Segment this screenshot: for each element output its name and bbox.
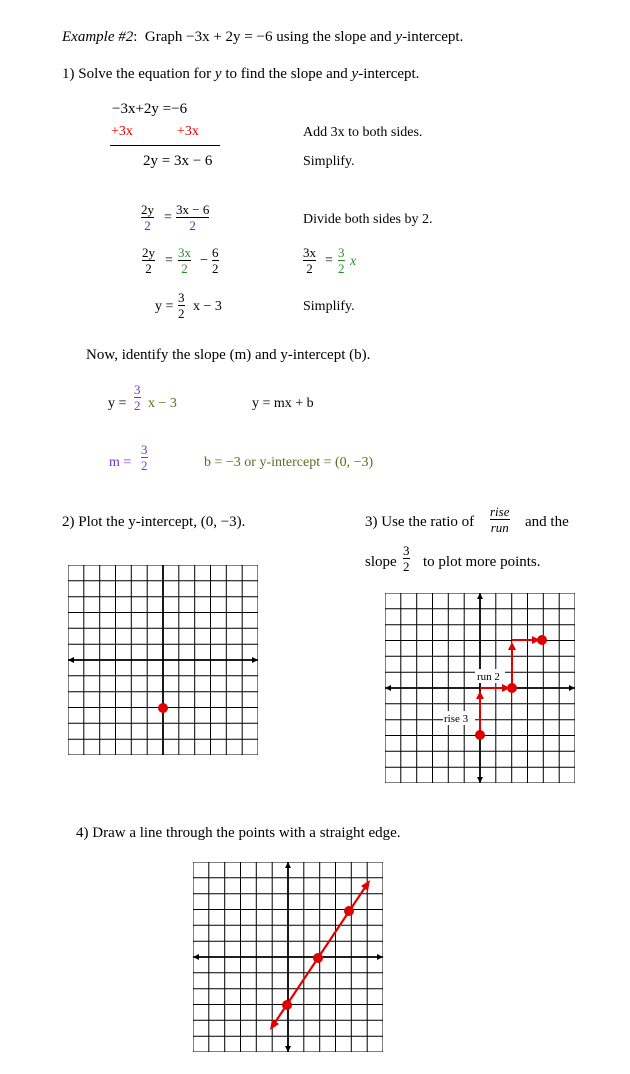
- title-colon: :: [133, 29, 138, 45]
- graph-rise-run: [385, 593, 575, 783]
- minus-sign: −: [200, 253, 208, 268]
- title-y: y: [395, 29, 403, 45]
- step3-heading-post: and the: [525, 514, 569, 530]
- frac-den: 2: [181, 261, 188, 276]
- frac-num: 3x: [303, 245, 316, 260]
- fraction-3x-over-2-note: [303, 246, 316, 275]
- x-axis-arrow-left: [193, 954, 199, 960]
- step3-slope-fraction: [403, 544, 410, 573]
- m-fraction: [141, 443, 148, 472]
- frac-num: 3: [141, 442, 148, 457]
- step1-heading-y: y: [214, 66, 222, 82]
- frac-den: 2: [178, 306, 185, 321]
- graph-intercept: [68, 565, 258, 755]
- frac-den: 2: [141, 458, 148, 473]
- graph-line: [193, 862, 383, 1052]
- fraction-3-over-2-note: [338, 246, 345, 275]
- note-divide: Divide both sides by 2.: [303, 212, 433, 227]
- step3-slope-pre: slope: [365, 554, 397, 570]
- frac-den: 2: [338, 261, 345, 276]
- general-form: [252, 396, 314, 412]
- frac-num: 2y: [141, 202, 154, 217]
- note-simplify-2: Simplify.: [303, 299, 355, 314]
- add-left: +3x: [111, 124, 133, 139]
- y-axis-arrow-top: [285, 862, 291, 868]
- frac-den: 2: [403, 559, 410, 574]
- equation-original: −3x+2y =−6: [112, 101, 188, 117]
- title-text-pre: Graph −3x + 2y = −6 using the slope and: [144, 29, 396, 45]
- x-axis-arrow-left: [385, 685, 391, 691]
- frac-den: 2: [306, 261, 313, 276]
- run-label: run 2: [477, 671, 500, 683]
- identify-text: Now, identify the slope (m) and y-intercept (b).: [86, 347, 371, 363]
- point-0-neg3: [475, 730, 485, 740]
- fraction-3-over-2-result: [178, 291, 185, 320]
- frac-den: 2: [189, 218, 196, 233]
- m-equals: m =: [109, 455, 132, 470]
- point-4-3: [537, 635, 547, 645]
- frac-num: 3: [403, 543, 410, 558]
- frac-den: 2: [212, 261, 219, 276]
- frac-num: 3x − 6: [176, 202, 210, 217]
- note-add: Add 3x to both sides.: [303, 125, 423, 140]
- frac-num: rise: [490, 504, 510, 519]
- slope-fraction: [134, 383, 141, 412]
- x-var: x: [350, 254, 357, 269]
- point-2-0: [507, 683, 517, 693]
- frac-num: 3: [338, 245, 345, 260]
- step2-heading: 2) Plot the y-intercept, (0, −3).: [62, 514, 246, 530]
- step3-heading-pre: 3) Use the ratio of: [365, 514, 475, 530]
- identify-x-minus-3: x − 3: [148, 396, 177, 411]
- frac-num: 6: [212, 245, 219, 260]
- title-text-post: -intercept.: [402, 29, 464, 45]
- equation-simplified: 2y = 3x − 6: [143, 153, 213, 169]
- fraction-3x6-over-2: [176, 203, 209, 232]
- frac-num: 3: [134, 382, 141, 397]
- add-right: +3x: [177, 124, 199, 139]
- x-axis-arrow-right: [569, 685, 575, 691]
- frac-num: 3x: [178, 245, 191, 260]
- point-0-neg3: [282, 1000, 292, 1010]
- y-axis-arrow-bottom: [477, 777, 483, 783]
- point-y-intercept: [158, 703, 168, 713]
- rise-label: rise 3: [444, 713, 469, 725]
- line-arrow-top: [361, 880, 370, 891]
- step1-heading-mid: to find the slope and: [221, 66, 352, 82]
- step1-heading-y2: y: [351, 66, 359, 82]
- eq-sign-1: =: [164, 210, 172, 225]
- identify-y-equals: y =: [108, 396, 127, 411]
- general-form-text: y = mx + b: [252, 396, 314, 411]
- fraction-2y-over-2b: [142, 246, 155, 275]
- b-text: b = −3 or y-intercept = (0, −3): [204, 455, 374, 470]
- step3-slope-post: to plot more points.: [423, 554, 541, 570]
- step1-heading-pre: 1) Solve the equation for: [62, 66, 215, 82]
- point-4-3: [344, 906, 354, 916]
- eq-sign-2: =: [165, 253, 173, 268]
- rise-run-fraction: [490, 505, 510, 534]
- point-2-0: [313, 953, 323, 963]
- y-equals: y =: [155, 299, 174, 314]
- frac-den: 2: [134, 398, 141, 413]
- y-axis-arrow-bottom: [285, 1046, 291, 1052]
- x-axis-arrow-left: [68, 657, 74, 663]
- frac-num: 2y: [142, 245, 155, 260]
- step1-heading-post: -intercept.: [358, 66, 420, 82]
- frac-den: 2: [144, 218, 151, 233]
- fraction-2y-over-2: [141, 203, 154, 232]
- eq-sign-3: =: [325, 253, 333, 268]
- page-title: [62, 29, 463, 46]
- sum-line: [110, 145, 220, 146]
- x-minus-3: x − 3: [193, 299, 222, 314]
- frac-num: 3: [178, 290, 185, 305]
- frac-den: 2: [145, 261, 152, 276]
- step1-heading: [62, 66, 419, 83]
- fraction-6-over-2: [212, 246, 219, 275]
- x-axis-arrow-right: [377, 954, 383, 960]
- y-axis-arrow-top: [477, 593, 483, 599]
- fraction-3x-over-2: [178, 246, 191, 275]
- note-simplify: Simplify.: [303, 154, 355, 169]
- example-label: Example #2: [62, 29, 134, 45]
- x-axis-arrow-right: [252, 657, 258, 663]
- frac-den: run: [490, 520, 509, 535]
- step4-heading: 4) Draw a line through the points with a straight edge.: [76, 825, 401, 841]
